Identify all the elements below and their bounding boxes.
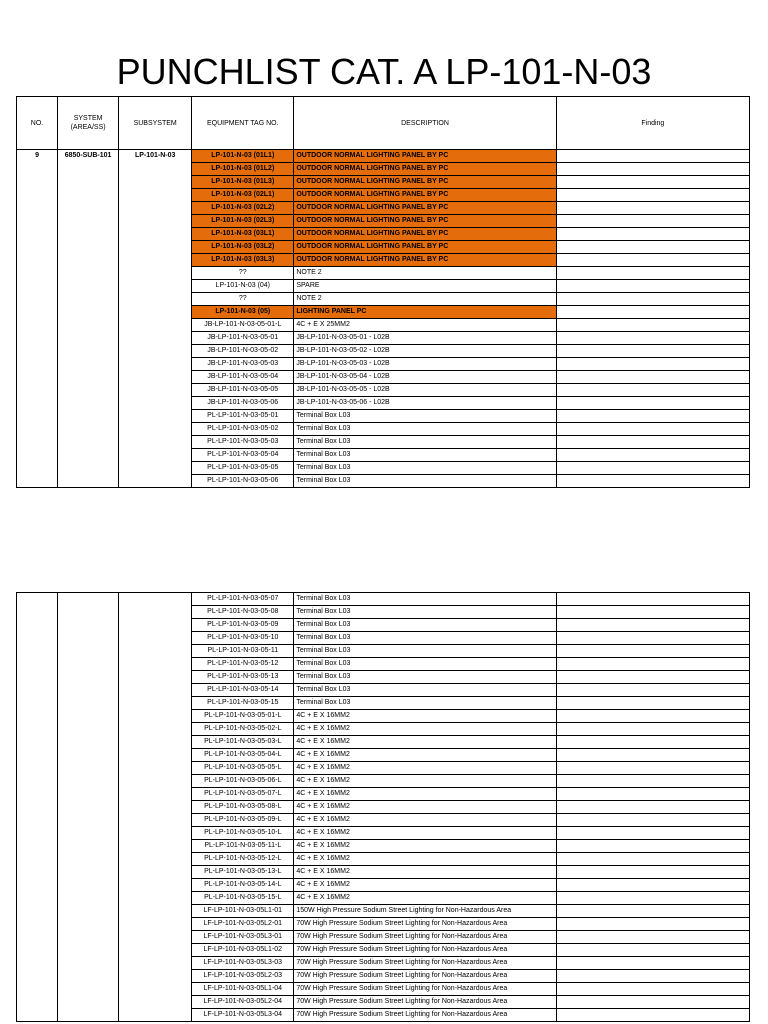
page-title: PUNCHLIST CAT. A LP-101-N-03 [116,51,652,92]
finding-cell [556,319,749,332]
equipment-tag-cell: LP-101-N-03 (03L1) [192,228,294,241]
description-cell: 4C + E X 16MM2 [294,762,556,775]
header-system: SYSTEM (AREA/SS) [58,97,119,150]
equipment-tag-cell: LF-LP-101-N-03-05L3-01 [192,931,294,944]
description-cell: 4C + E X 16MM2 [294,710,556,723]
equipment-tag-cell: LF-LP-101-N-03-05L1-01 [192,905,294,918]
finding-cell [556,658,749,671]
description-cell: Terminal Box L03 [294,606,556,619]
description-cell: Terminal Box L03 [294,671,556,684]
description-cell: Terminal Box L03 [294,632,556,645]
equipment-tag-cell: PL-LP-101-N-03-05-05 [192,462,294,475]
description-cell: 4C + E X 16MM2 [294,775,556,788]
finding-cell [556,892,749,905]
description-cell: Terminal Box L03 [294,436,556,449]
equipment-tag-cell: PL-LP-101-N-03-05-09-L [192,814,294,827]
header-finding: Finding [556,97,749,150]
header-no: NO. [17,97,58,150]
description-cell: JB-LP-101-N-03-05-02 - L02B [294,345,556,358]
finding-cell [556,475,749,488]
finding-cell [556,397,749,410]
equipment-tag-cell: LP-101-N-03 (01L1) [192,150,294,163]
equipment-tag-cell: JB-LP-101-N-03-05-04 [192,371,294,384]
equipment-tag-cell: ?? [192,293,294,306]
description-cell: 4C + E X 16MM2 [294,866,556,879]
finding-cell [556,241,749,254]
description-cell: Terminal Box L03 [294,697,556,710]
equipment-tag-cell: LP-101-N-03 (05) [192,306,294,319]
equipment-tag-cell: PL-LP-101-N-03-05-08-L [192,801,294,814]
description-cell: OUTDOOR NORMAL LIGHTING PANEL BY PC [294,228,556,241]
description-cell: 70W High Pressure Sodium Street Lighting for Non-Hazardous Area [294,1009,556,1022]
finding-cell [556,697,749,710]
description-cell: OUTDOOR NORMAL LIGHTING PANEL BY PC [294,241,556,254]
finding-cell [556,801,749,814]
description-cell: 4C + E X 16MM2 [294,788,556,801]
table-body-page-1 [17,150,750,488]
equipment-tag-cell: PL-LP-101-N-03-05-10 [192,632,294,645]
description-cell: OUTDOOR NORMAL LIGHTING PANEL BY PC [294,202,556,215]
description-cell: Terminal Box L03 [294,593,556,606]
description-cell: OUTDOOR NORMAL LIGHTING PANEL BY PC [294,215,556,228]
no-cell [17,593,58,1022]
table-row [17,150,750,163]
description-cell: NOTE 2 [294,293,556,306]
finding-cell [556,280,749,293]
equipment-tag-cell: PL-LP-101-N-03-05-13 [192,671,294,684]
description-cell: 4C + E X 16MM2 [294,840,556,853]
description-cell: 70W High Pressure Sodium Street Lighting for Non-Hazardous Area [294,918,556,931]
equipment-tag-cell: PL-LP-101-N-03-05-05-L [192,762,294,775]
equipment-tag-cell: PL-LP-101-N-03-05-11 [192,645,294,658]
equipment-tag-cell: PL-LP-101-N-03-05-06-L [192,775,294,788]
punchlist-table-page-1 [16,96,750,488]
finding-cell [556,970,749,983]
equipment-tag-cell: PL-LP-101-N-03-05-14-L [192,879,294,892]
equipment-tag-cell: PL-LP-101-N-03-05-15-L [192,892,294,905]
equipment-tag-cell: LP-101-N-03 (01L3) [192,176,294,189]
finding-cell [556,358,749,371]
equipment-tag-cell: PL-LP-101-N-03-05-01-L [192,710,294,723]
equipment-tag-cell: LP-101-N-03 (01L2) [192,163,294,176]
equipment-tag-cell: LF-LP-101-N-03-05L1-02 [192,944,294,957]
equipment-tag-cell: PL-LP-101-N-03-05-12-L [192,853,294,866]
finding-cell [556,814,749,827]
no-cell: 9 [17,150,58,488]
description-cell: OUTDOOR NORMAL LIGHTING PANEL BY PC [294,150,556,163]
finding-cell [556,736,749,749]
finding-cell [556,150,749,163]
finding-cell [556,332,749,345]
equipment-tag-cell: PL-LP-101-N-03-05-09 [192,619,294,632]
equipment-tag-cell: PL-LP-101-N-03-05-04-L [192,749,294,762]
finding-cell [556,957,749,970]
description-cell: 4C + E X 16MM2 [294,749,556,762]
equipment-tag-cell: LP-101-N-03 (02L1) [192,189,294,202]
equipment-tag-cell: LF-LP-101-N-03-05L3-03 [192,957,294,970]
description-cell: 4C + E X 16MM2 [294,879,556,892]
equipment-tag-cell: PL-LP-101-N-03-05-03-L [192,736,294,749]
equipment-tag-cell: LP-101-N-03 (03L3) [192,254,294,267]
description-cell: 4C + E X 16MM2 [294,736,556,749]
description-cell: 4C + E X 16MM2 [294,723,556,736]
equipment-tag-cell: LP-101-N-03 (03L2) [192,241,294,254]
description-cell: JB-LP-101-N-03-05-03 - L02B [294,358,556,371]
finding-cell [556,384,749,397]
equipment-tag-cell: LF-LP-101-N-03-05L2-01 [192,918,294,931]
finding-cell [556,840,749,853]
description-cell: LIGHTING PANEL PC [294,306,556,319]
equipment-tag-cell: PL-LP-101-N-03-05-14 [192,684,294,697]
finding-cell [556,423,749,436]
description-cell: 70W High Pressure Sodium Street Lighting for Non-Hazardous Area [294,996,556,1009]
finding-cell [556,371,749,384]
finding-cell [556,827,749,840]
equipment-tag-cell: PL-LP-101-N-03-05-06 [192,475,294,488]
finding-cell [556,749,749,762]
finding-cell [556,710,749,723]
finding-cell [556,775,749,788]
finding-cell [556,176,749,189]
finding-cell [556,593,749,606]
description-cell: Terminal Box L03 [294,423,556,436]
system-cell [58,593,119,1022]
description-cell: Terminal Box L03 [294,475,556,488]
equipment-tag-cell: JB-LP-101-N-03-05-01 [192,332,294,345]
finding-cell [556,254,749,267]
finding-cell [556,853,749,866]
equipment-tag-cell: LF-LP-101-N-03-05L2-04 [192,996,294,1009]
equipment-tag-cell: PL-LP-101-N-03-05-07 [192,593,294,606]
description-cell: 4C + E X 16MM2 [294,853,556,866]
equipment-tag-cell: ?? [192,267,294,280]
table-row [17,593,750,606]
description-cell: NOTE 2 [294,267,556,280]
header-tag: EQUIPMENT TAG NO. [192,97,294,150]
description-cell: Terminal Box L03 [294,449,556,462]
description-cell: Terminal Box L03 [294,410,556,423]
finding-cell [556,983,749,996]
finding-cell [556,228,749,241]
description-cell: SPARE [294,280,556,293]
equipment-tag-cell: PL-LP-101-N-03-05-08 [192,606,294,619]
finding-cell [556,189,749,202]
description-cell: OUTDOOR NORMAL LIGHTING PANEL BY PC [294,163,556,176]
finding-cell [556,202,749,215]
finding-cell [556,762,749,775]
description-cell: JB-LP-101-N-03-05-01 - L02B [294,332,556,345]
equipment-tag-cell: JB-LP-101-N-03-05-05 [192,384,294,397]
subsystem-cell [119,593,192,1022]
finding-cell [556,879,749,892]
description-cell: 4C + E X 16MM2 [294,892,556,905]
equipment-tag-cell: PL-LP-101-N-03-05-02-L [192,723,294,736]
description-cell: 70W High Pressure Sodium Street Lighting for Non-Hazardous Area [294,944,556,957]
description-cell: 4C + E X 25MM2 [294,319,556,332]
equipment-tag-cell: PL-LP-101-N-03-05-04 [192,449,294,462]
finding-cell [556,163,749,176]
finding-cell [556,866,749,879]
finding-cell [556,671,749,684]
finding-cell [556,684,749,697]
finding-cell [556,788,749,801]
equipment-tag-cell: LF-LP-101-N-03-05L2-03 [192,970,294,983]
equipment-tag-cell: JB-LP-101-N-03-05-03 [192,358,294,371]
description-cell: JB-LP-101-N-03-05-04 - L02B [294,371,556,384]
equipment-tag-cell: LF-LP-101-N-03-05L3-04 [192,1009,294,1022]
punchlist-table-page-2 [16,592,750,1022]
description-cell: Terminal Box L03 [294,684,556,697]
equipment-tag-cell: PL-LP-101-N-03-05-10-L [192,827,294,840]
finding-cell [556,306,749,319]
finding-cell [556,293,749,306]
finding-cell [556,632,749,645]
equipment-tag-cell: PL-LP-101-N-03-05-15 [192,697,294,710]
description-cell: 70W High Pressure Sodium Street Lighting for Non-Hazardous Area [294,983,556,996]
equipment-tag-cell: LP-101-N-03 (02L2) [192,202,294,215]
equipment-tag-cell: JB-LP-101-N-03-05-01-L [192,319,294,332]
equipment-tag-cell: PL-LP-101-N-03-05-01 [192,410,294,423]
description-cell: OUTDOOR NORMAL LIGHTING PANEL BY PC [294,254,556,267]
description-cell: 70W High Pressure Sodium Street Lighting for Non-Hazardous Area [294,970,556,983]
description-cell: 4C + E X 16MM2 [294,814,556,827]
equipment-tag-cell: PL-LP-101-N-03-05-03 [192,436,294,449]
description-cell: Terminal Box L03 [294,645,556,658]
finding-cell [556,996,749,1009]
description-cell: Terminal Box L03 [294,658,556,671]
finding-cell [556,905,749,918]
description-cell: Terminal Box L03 [294,619,556,632]
equipment-tag-cell: JB-LP-101-N-03-05-02 [192,345,294,358]
equipment-tag-cell: PL-LP-101-N-03-05-07-L [192,788,294,801]
equipment-tag-cell: PL-LP-101-N-03-05-13-L [192,866,294,879]
finding-cell [556,619,749,632]
finding-cell [556,449,749,462]
description-cell: 150W High Pressure Sodium Street Lighting for Non-Hazardous Area [294,905,556,918]
description-cell: OUTDOOR NORMAL LIGHTING PANEL BY PC [294,176,556,189]
equipment-tag-cell: PL-LP-101-N-03-05-12 [192,658,294,671]
description-cell: JB-LP-101-N-03-05-05 - L02B [294,384,556,397]
finding-cell [556,410,749,423]
finding-cell [556,267,749,280]
subsystem-cell: LP-101-N-03 [119,150,192,488]
description-cell: 4C + E X 16MM2 [294,801,556,814]
finding-cell [556,944,749,957]
finding-cell [556,606,749,619]
equipment-tag-cell: PL-LP-101-N-03-05-11-L [192,840,294,853]
header-subsystem: SUBSYSTEM [119,97,192,150]
description-cell: 70W High Pressure Sodium Street Lighting for Non-Hazardous Area [294,931,556,944]
equipment-tag-cell: LF-LP-101-N-03-05L1-04 [192,983,294,996]
description-cell: OUTDOOR NORMAL LIGHTING PANEL BY PC [294,189,556,202]
header-description: DESCRIPTION [294,97,556,150]
equipment-tag-cell: JB-LP-101-N-03-05-06 [192,397,294,410]
finding-cell [556,723,749,736]
finding-cell [556,645,749,658]
finding-cell [556,345,749,358]
finding-cell [556,436,749,449]
equipment-tag-cell: LP-101-N-03 (02L3) [192,215,294,228]
finding-cell [556,215,749,228]
finding-cell [556,931,749,944]
equipment-tag-cell: PL-LP-101-N-03-05-02 [192,423,294,436]
description-cell: 70W High Pressure Sodium Street Lighting for Non-Hazardous Area [294,957,556,970]
description-cell: Terminal Box L03 [294,462,556,475]
table-body-page-2 [17,593,750,1022]
equipment-tag-cell: LP-101-N-03 (04) [192,280,294,293]
finding-cell [556,462,749,475]
system-cell: 6850-SUB-101 [58,150,119,488]
description-cell: 4C + E X 16MM2 [294,827,556,840]
finding-cell [556,918,749,931]
description-cell: JB-LP-101-N-03-05-06 - L02B [294,397,556,410]
finding-cell [556,1009,749,1022]
table-header-row [17,97,750,150]
